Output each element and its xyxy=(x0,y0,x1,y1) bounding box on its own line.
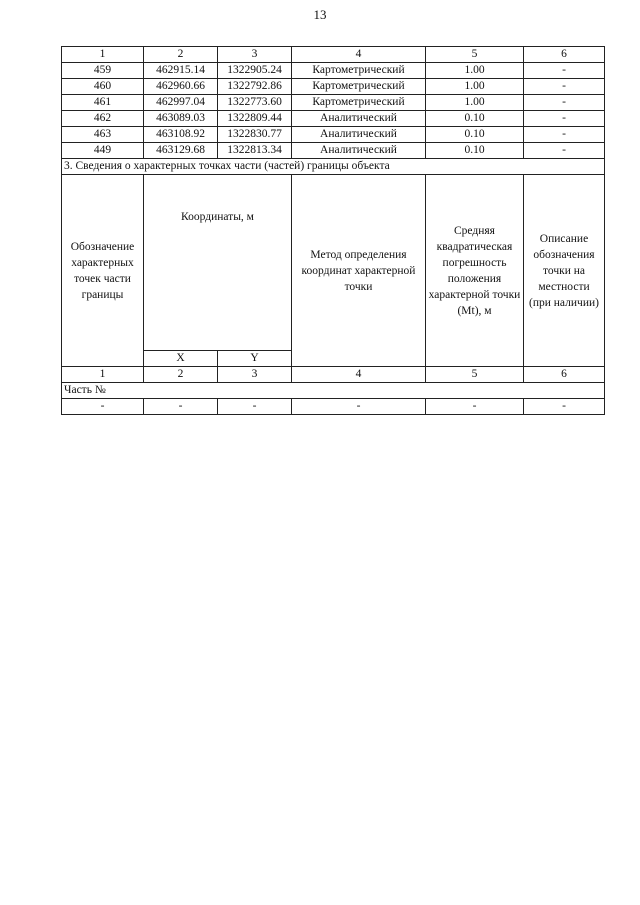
coord-x: 462960.66 xyxy=(144,79,218,95)
method: Аналитический xyxy=(292,143,426,159)
header-coordinates: Координаты, м xyxy=(144,175,292,351)
point-id: 461 xyxy=(62,95,144,111)
col-num: 6 xyxy=(524,367,605,383)
section-title-row xyxy=(62,159,605,175)
col-num: 5 xyxy=(426,367,524,383)
col-num: 5 xyxy=(426,47,524,63)
description: - xyxy=(524,143,605,159)
description: - xyxy=(524,127,605,143)
method: Аналитический xyxy=(292,127,426,143)
accuracy: 0.10 xyxy=(426,111,524,127)
point-id: 463 xyxy=(62,127,144,143)
point-id: 460 xyxy=(62,79,144,95)
coord-y: 1322792.86 xyxy=(218,79,292,95)
header-description: Описание обозначения точки на местности (при наличии) xyxy=(524,175,605,367)
accuracy: 1.00 xyxy=(426,95,524,111)
table-row xyxy=(62,399,605,415)
coord-x: 463129.68 xyxy=(144,143,218,159)
empty-cell: - xyxy=(426,399,524,415)
section-title: 3. Сведения о характерных точках части (частей) границы объекта xyxy=(62,159,605,175)
empty-cell: - xyxy=(218,399,292,415)
page-number: 13 xyxy=(313,7,327,22)
table-row xyxy=(62,63,605,79)
accuracy: 1.00 xyxy=(426,79,524,95)
table-row xyxy=(62,95,605,111)
description: - xyxy=(524,79,605,95)
table-row xyxy=(62,111,605,127)
coordinates-table xyxy=(61,46,605,415)
header-designation: Обозначение характерных точек части границы xyxy=(62,175,144,367)
header-method: Метод определения координат характерной точки xyxy=(292,175,426,367)
coord-x: 463089.03 xyxy=(144,111,218,127)
col-num: 3 xyxy=(218,47,292,63)
accuracy: 1.00 xyxy=(426,63,524,79)
header-x: X xyxy=(144,351,218,367)
col-num: 2 xyxy=(144,367,218,383)
description: - xyxy=(524,95,605,111)
coord-y: 1322830.77 xyxy=(218,127,292,143)
header-error: Средняя квадратическая погрешность положения характерной точки (Mt), м xyxy=(426,175,524,367)
col-num: 2 xyxy=(144,47,218,63)
col-num: 4 xyxy=(292,367,426,383)
coord-y: 1322773.60 xyxy=(218,95,292,111)
table-row xyxy=(62,127,605,143)
section-header-row xyxy=(62,175,605,351)
coord-x: 462997.04 xyxy=(144,95,218,111)
empty-cell: - xyxy=(524,399,605,415)
description: - xyxy=(524,111,605,127)
header-y: Y xyxy=(218,351,292,367)
table-row xyxy=(62,143,605,159)
method: Картометрический xyxy=(292,79,426,95)
method: Аналитический xyxy=(292,111,426,127)
coord-y: 1322905.24 xyxy=(218,63,292,79)
coord-y: 1322813.34 xyxy=(218,143,292,159)
col-num: 3 xyxy=(218,367,292,383)
method: Картометрический xyxy=(292,63,426,79)
point-id: 449 xyxy=(62,143,144,159)
col-num: 1 xyxy=(62,367,144,383)
coord-x: 462915.14 xyxy=(144,63,218,79)
empty-cell: - xyxy=(292,399,426,415)
empty-cell: - xyxy=(62,399,144,415)
coord-x: 463108.92 xyxy=(144,127,218,143)
coord-y: 1322809.44 xyxy=(218,111,292,127)
section-number-row xyxy=(62,367,605,383)
point-id: 459 xyxy=(62,63,144,79)
col-num: 6 xyxy=(524,47,605,63)
col-num: 4 xyxy=(292,47,426,63)
empty-cell: - xyxy=(144,399,218,415)
description: - xyxy=(524,63,605,79)
method: Картометрический xyxy=(292,95,426,111)
column-number-row xyxy=(62,47,605,63)
table-row xyxy=(62,79,605,95)
accuracy: 0.10 xyxy=(426,127,524,143)
part-row xyxy=(62,383,605,399)
col-num: 1 xyxy=(62,47,144,63)
part-label: Часть № xyxy=(62,383,605,399)
accuracy: 0.10 xyxy=(426,143,524,159)
point-id: 462 xyxy=(62,111,144,127)
